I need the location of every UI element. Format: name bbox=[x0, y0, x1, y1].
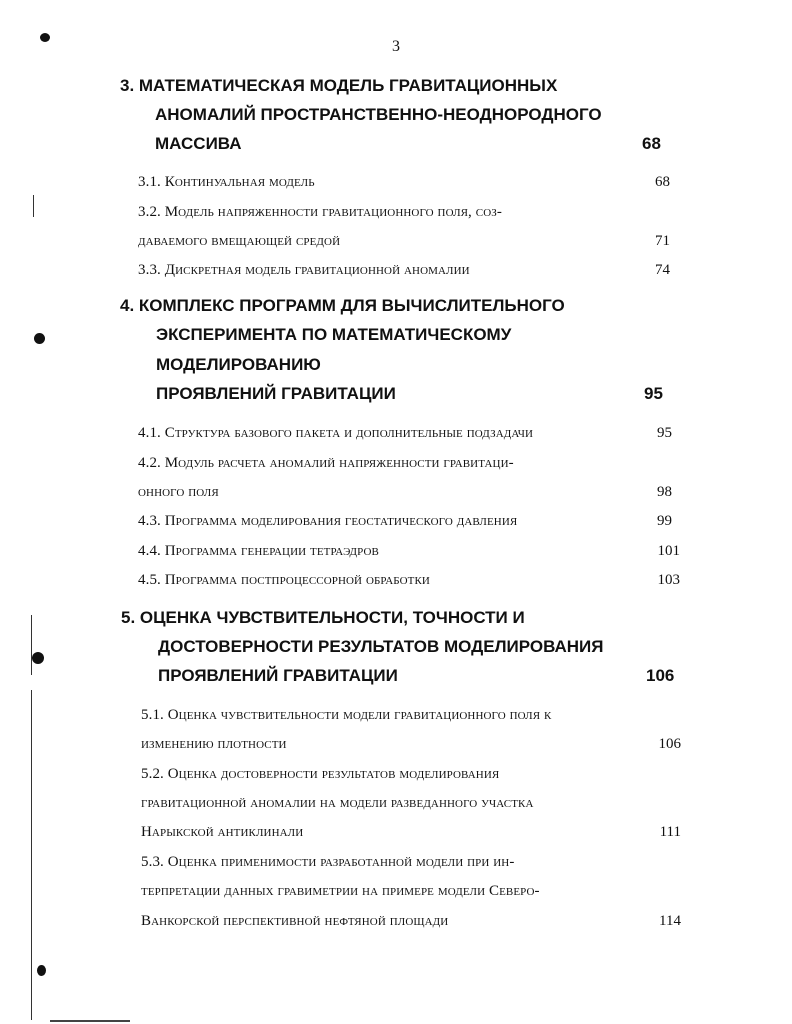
section-4-4-page: 101 bbox=[657, 543, 680, 559]
chapter-4-page: 95 bbox=[644, 384, 663, 403]
chapter-4-title-line-4: ПРОЯВЛЕНИЙ ГРАВИТАЦИИ bbox=[156, 384, 396, 403]
chapter-3-page: 68 bbox=[642, 134, 661, 153]
section-5-3-page: 114 bbox=[659, 913, 681, 929]
section-3-2-line-1: 3.2. Модель напряженности гравитационного поля, соз- bbox=[138, 204, 502, 220]
section-3-1: 3.1. Континуальная модель bbox=[138, 174, 315, 190]
scan-speck bbox=[37, 965, 46, 976]
chapter-4-title-line-3: МОДЕЛИРОВАНИЮ bbox=[156, 355, 321, 374]
scan-bottom-line bbox=[50, 1020, 130, 1022]
section-5-1-line-1: 5.1. Оценка чувствительности модели гравитационного поля к bbox=[141, 707, 552, 723]
scan-speck bbox=[34, 333, 45, 344]
section-5-2-line-2: гравитационной аномалии на модели разведанного участка bbox=[141, 795, 534, 811]
scan-edge-line bbox=[31, 690, 32, 1020]
section-5-3-line-2: терпретации данных гравиметрии на примере модели Северо- bbox=[141, 883, 540, 899]
section-5-2-page: 111 bbox=[659, 824, 681, 840]
section-5-1-page: 106 bbox=[658, 736, 681, 752]
section-4-4: 4.4. Программа генерации тетраэдров bbox=[138, 543, 379, 559]
section-4-2-line-2: онного поля bbox=[138, 484, 219, 500]
section-3-2-page: 71 bbox=[655, 233, 670, 249]
page-number: 3 bbox=[392, 38, 400, 55]
section-5-1-line-2: изменению плотности bbox=[141, 736, 287, 752]
section-5-2-line-1: 5.2. Оценка достоверности результатов моделирования bbox=[141, 766, 500, 782]
chapter-5-title-line-1: 5. ОЦЕНКА ЧУВСТВИТЕЛЬНОСТИ, ТОЧНОСТИ И bbox=[121, 608, 525, 627]
section-4-2-line-1: 4.2. Модуль расчета аномалий напряженности гравитаци- bbox=[138, 455, 514, 471]
chapter-5-title-line-2: ДОСТОВЕРНОСТИ РЕЗУЛЬТАТОВ МОДЕЛИРОВАНИЯ bbox=[158, 637, 604, 656]
section-5-3-line-1: 5.3. Оценка применимости разработанной модели при ин- bbox=[141, 854, 515, 870]
chapter-3-title-line-3: МАССИВА bbox=[155, 134, 242, 153]
section-4-1-page: 95 bbox=[657, 425, 672, 441]
section-3-2-line-2: даваемого вмещающей средой bbox=[138, 233, 341, 249]
section-4-3-page: 99 bbox=[657, 513, 672, 529]
section-4-5-page: 103 bbox=[657, 572, 680, 588]
scan-edge-line bbox=[33, 195, 34, 217]
section-3-3: 3.3. Дискретная модель гравитационной аномалии bbox=[138, 262, 470, 278]
section-3-3-page: 74 bbox=[655, 262, 670, 278]
scan-speck bbox=[32, 652, 44, 664]
chapter-3-title-line-1: 3. МАТЕМАТИЧЕСКАЯ МОДЕЛЬ ГРАВИТАЦИОННЫХ bbox=[120, 76, 558, 95]
section-4-5: 4.5. Программа постпроцессорной обработки bbox=[138, 572, 430, 588]
section-5-3-line-3: Ванкорской перспективной нефтяной площади bbox=[141, 913, 449, 929]
section-3-1-page: 68 bbox=[655, 174, 670, 190]
chapter-5-title-line-3: ПРОЯВЛЕНИЙ ГРАВИТАЦИИ bbox=[158, 666, 398, 685]
chapter-4-title-line-1: 4. КОМПЛЕКС ПРОГРАММ ДЛЯ ВЫЧИСЛИТЕЛЬНОГО bbox=[120, 296, 565, 315]
chapter-4-title-line-2: ЭКСПЕРИМЕНТА ПО МАТЕМАТИЧЕСКОМУ bbox=[156, 325, 512, 344]
section-4-2-page: 98 bbox=[657, 484, 672, 500]
chapter-3-title-line-2: АНОМАЛИЙ ПРОСТРАНСТВЕННО-НЕОДНОРОДНОГО bbox=[155, 105, 602, 124]
scan-edge-line bbox=[31, 615, 32, 675]
section-5-2-line-3: Нарыкской антиклинали bbox=[141, 824, 304, 840]
section-4-1: 4.1. Структура базового пакета и дополнительные подзадачи bbox=[138, 425, 534, 441]
section-4-3: 4.3. Программа моделирования геостатического давления bbox=[138, 513, 518, 529]
chapter-5-page: 106 bbox=[646, 666, 675, 685]
